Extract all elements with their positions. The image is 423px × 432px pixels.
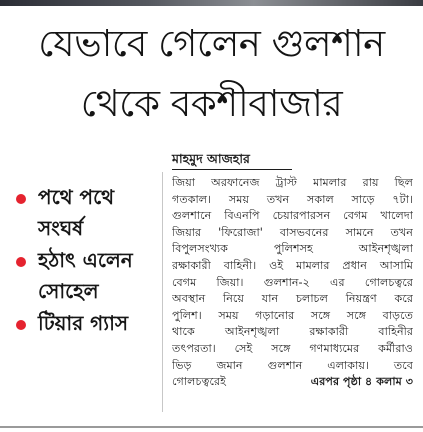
body-line: পুলিশ। সময় গড়ানোর সঙ্গে সঙ্গে বাড়তে <box>172 308 413 322</box>
body-line: তৎপরতা। সেই সঙ্গে গণমাধ্যমের কর্মীরাও <box>172 341 413 355</box>
headline <box>0 14 423 134</box>
body-line: গুলশানে বিএনপি চেয়ারপারসন বেগম খালেদা <box>172 209 413 223</box>
highlights-list <box>16 182 161 340</box>
article-body <box>172 175 413 391</box>
body-line: বিপুলসংখ্যক পুলিশসহ আইনশৃঙ্খলা <box>172 242 413 256</box>
photo-strip <box>0 0 423 6</box>
highlight-text-line: হঠাৎ এলেন <box>38 248 133 272</box>
body-last-text: গোলচত্বরেই <box>172 375 226 389</box>
red-bullet-icon <box>16 257 26 267</box>
bottom-rule <box>0 426 423 428</box>
body-line: ভিড় জমান গুলশান এলাকায়। তবে <box>172 358 413 372</box>
headline-line-1: যেভাবে গেলেন গুলশান <box>38 22 385 65</box>
body-line: জিয়া অরফানেজ ট্রাস্ট মামলার রায় ছিল <box>172 176 413 189</box>
body-line: বেগম জিয়া। গুলশান-২ এর গোলচত্বরে <box>172 275 413 289</box>
highlight-text-line: পথে পথে <box>38 185 115 209</box>
highlight-text-line: টিয়ার গ্যাস <box>38 311 129 335</box>
red-bullet-icon <box>16 194 26 204</box>
highlight-text-line: সোহেল <box>38 279 99 303</box>
byline: মাহমুদ আজহার <box>172 150 292 170</box>
headline-line-2: থেকে বকশীবাজার <box>80 82 343 125</box>
body-line: থাকে আইনশৃঙ্খলা রক্ষাকারী বাহিনীর <box>172 325 413 339</box>
body-line: গতকাল। সময় তখন সকাল সাড়ে ৭টা। <box>172 192 413 206</box>
body-line: জিয়ার 'ফিরোজা' বাসভবনের সামনে তখন <box>172 225 413 239</box>
highlight-text-line: সংঘর্ষ <box>38 216 84 240</box>
body-line: অবস্থান নিয়ে যান চলাচল নিয়ন্ত্রণ করে <box>172 292 413 306</box>
highlight-item <box>16 182 161 244</box>
body-last-line <box>172 374 413 391</box>
highlight-item <box>16 245 161 307</box>
red-bullet-icon <box>16 320 26 330</box>
body-line: রক্ষাকারী বাহিনী। ওই মামলার প্রধান আসামি <box>172 258 413 272</box>
column-divider <box>162 172 163 412</box>
highlight-item <box>16 308 161 339</box>
continued-on-link[interactable]: এরপর পৃষ্ঠা ৪ কলাম ৩ <box>310 375 413 389</box>
